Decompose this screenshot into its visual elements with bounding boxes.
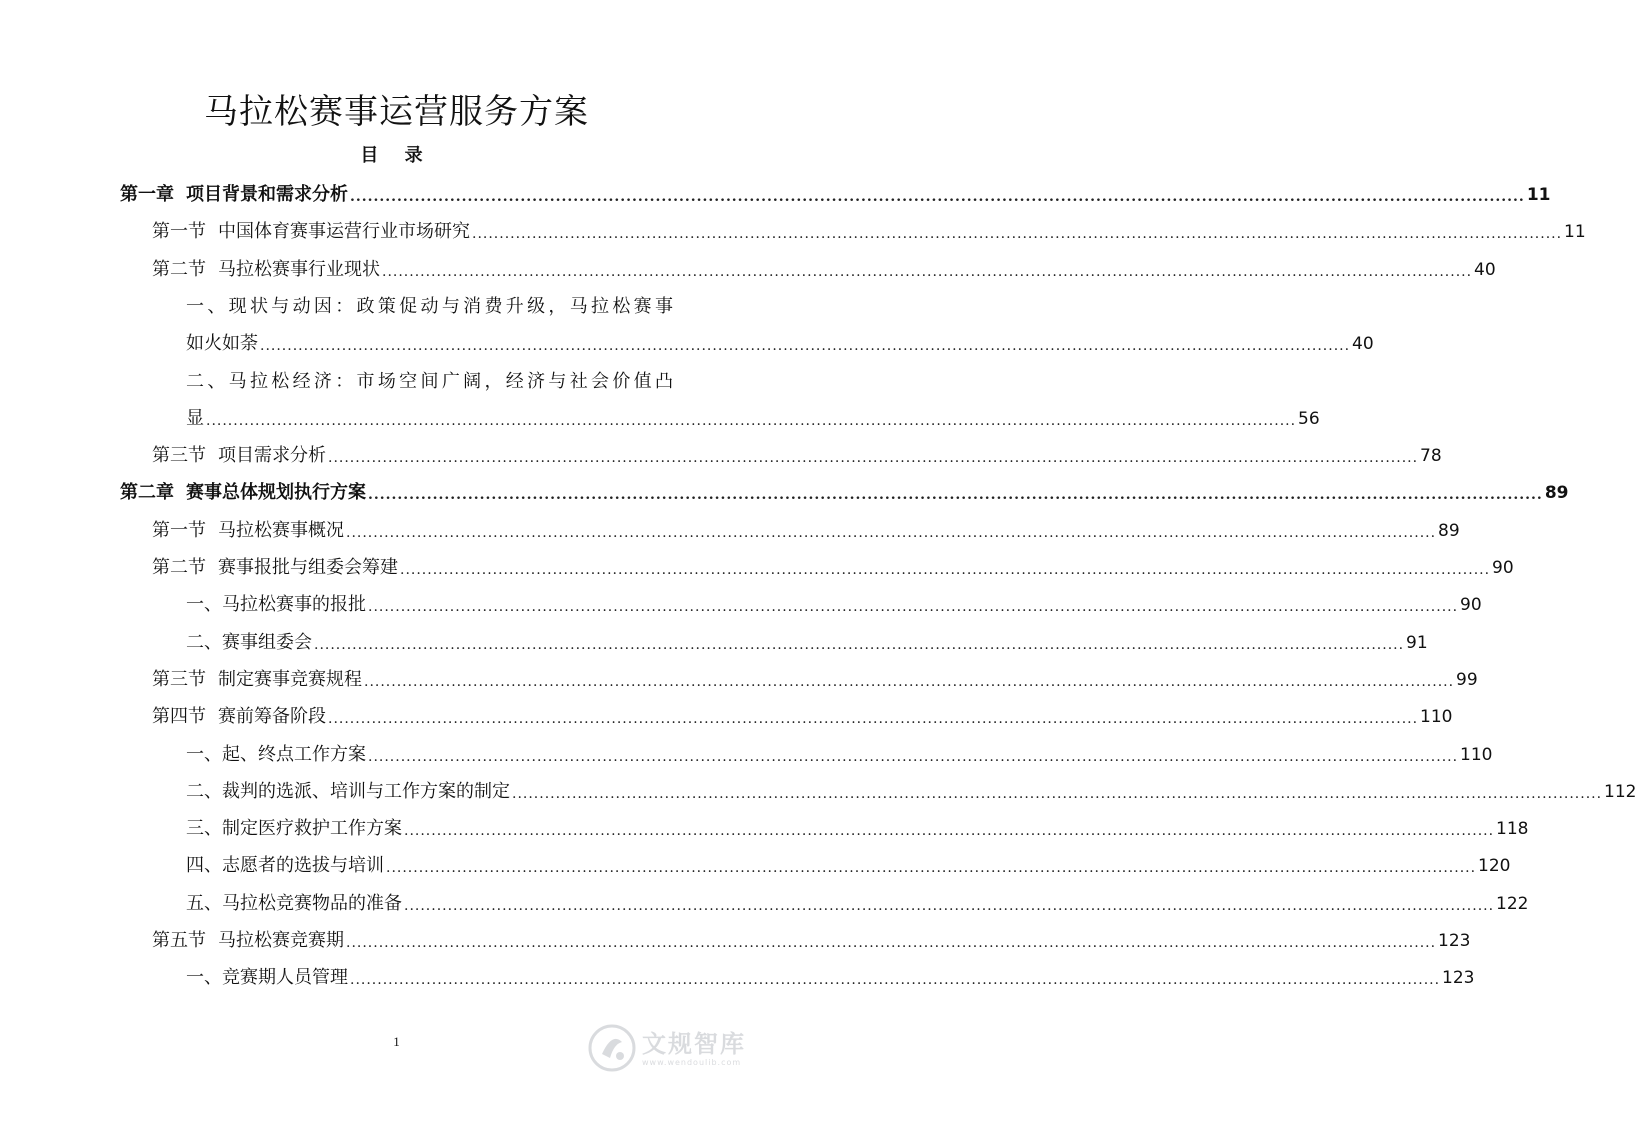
toc-heading: 目 录 (360, 145, 433, 166)
toc-leader-dots: ........................................................................................................................................................................................................ (404, 823, 1495, 840)
toc-entry-title: 五、马拉松竞赛物品的准备 (186, 892, 402, 914)
toc-entry-page: 112 (1604, 781, 1637, 802)
toc-entry-page: 110 (1420, 707, 1453, 728)
toc-entry-title: 马拉松赛事概况 (218, 519, 344, 541)
toc-entry-title: 赛事总体规划执行方案 (186, 482, 366, 504)
toc-entry-item[interactable] (186, 851, 1511, 881)
toc-entry-page: 110 (1460, 744, 1493, 765)
toc-leader-dots: ........................................................................................................................................................................................................ (368, 487, 1543, 504)
watermark-logo-icon (588, 1024, 636, 1072)
toc-entry-title: 三、制定医疗救护工作方案 (186, 818, 402, 840)
toc-entry-title: 赛事报批与组委会筹建 (218, 557, 398, 578)
toc-leader-dots: ........................................................................................................................................................................................................ (382, 263, 1473, 280)
document-title: 马拉松赛事运营服务方案 (204, 92, 589, 132)
toc-leader-dots: ........................................................................................................................................................................................................ (260, 338, 1351, 355)
toc-entry-item[interactable] (186, 740, 1493, 770)
toc-entry-page: 90 (1460, 595, 1482, 616)
toc-entry-item[interactable] (186, 628, 1428, 658)
toc-leader-dots: ........................................................................................................................................................................................................ (350, 972, 1441, 989)
toc-entry-number: 第五节 (152, 930, 206, 951)
watermark (588, 1018, 778, 1078)
toc-entry-page: 11 (1564, 222, 1586, 243)
toc-leader-dots: ........................................................................................................................................................................................................ (404, 897, 1495, 914)
toc-entry-item[interactable] (186, 404, 1320, 434)
toc-entry-page: 89 (1544, 483, 1569, 504)
toc-entry-title: 二、赛事组委会 (186, 631, 312, 653)
toc-entry-item[interactable] (186, 814, 1529, 844)
toc-entry-title: 马拉松赛竞赛期 (218, 930, 344, 951)
toc-leader-dots: ........................................................................................................................................................................................................ (206, 412, 1297, 429)
toc-entry-section[interactable] (152, 702, 1453, 732)
toc-entry-item[interactable] (186, 590, 1482, 620)
toc-entry-page: 99 (1456, 669, 1478, 690)
toc-entry-title: 一、马拉松赛事的报批 (186, 594, 366, 616)
toc-entry-number: 第三节 (152, 445, 206, 467)
toc-leader-dots: ........................................................................................................................................................................................................ (314, 636, 1405, 653)
toc-entry-page: 11 (1526, 185, 1551, 205)
toc-entry-section[interactable] (152, 665, 1478, 695)
toc-entry-page: 78 (1420, 446, 1442, 467)
toc-entry-item[interactable] (186, 889, 1529, 919)
toc-entry-title: 项目需求分析 (218, 445, 326, 467)
toc-entry-number: 第四节 (152, 706, 206, 728)
toc-leader-dots: ........................................................................................................................................................................................................ (364, 673, 1455, 690)
toc-entry-chapter[interactable] (120, 478, 1569, 508)
toc-leader-dots: ........................................................................................................................................................................................................ (368, 748, 1459, 765)
toc-entry-page: 40 (1352, 334, 1374, 355)
page-number: 1 (393, 1034, 400, 1049)
toc-entry-number: 第一节 (152, 519, 206, 541)
toc-entry-title: 二、裁判的选派、培训与工作方案的制定 (186, 780, 510, 802)
toc-leader-dots: ........................................................................................................................................................................................................ (350, 189, 1525, 205)
toc-leader-dots: ........................................................................................................................................................................................................ (346, 524, 1437, 541)
toc-entry-title: 制定赛事竞赛规程 (218, 668, 362, 690)
toc-leader-dots: ........................................................................................................................................................................................................ (512, 785, 1603, 802)
toc-entry-page: 120 (1478, 856, 1511, 877)
toc-entry-number: 第二章 (120, 482, 174, 504)
toc-entry-title: 项目背景和需求分析 (186, 184, 348, 205)
toc-entry-item[interactable] (186, 329, 1374, 359)
toc-entry-section[interactable] (152, 553, 1514, 583)
toc-entry-title: 如火如荼 (186, 333, 258, 355)
toc-entry-page: 123 (1442, 968, 1475, 989)
toc-leader-dots: ........................................................................................................................................................................................................ (386, 860, 1477, 877)
toc-entry-title: 显 (186, 407, 204, 429)
toc-entry-section[interactable] (152, 516, 1460, 546)
toc-entry-item[interactable] (186, 777, 1637, 807)
toc-entry-title: 马拉松赛事行业现状 (218, 258, 380, 280)
toc-leader-dots: ........................................................................................................................................................................................................ (472, 226, 1563, 243)
toc-entry-page: 89 (1438, 520, 1460, 541)
toc-entry-page: 123 (1438, 931, 1471, 951)
toc-leader-dots: ........................................................................................................................................................................................................ (368, 599, 1459, 616)
toc-entry-page: 40 (1474, 259, 1496, 280)
toc-leader-dots: ........................................................................................................................................................................................................ (346, 935, 1437, 951)
toc-entry-number: 第一节 (152, 221, 206, 243)
toc-entry-section[interactable] (152, 255, 1496, 285)
toc-entry-first-line: 一、现状与动因：政策促动与消费升级，马拉松赛事 (186, 295, 673, 317)
toc-entry-number: 第二节 (152, 258, 206, 280)
toc-entry-title: 赛前筹备阶段 (218, 706, 326, 728)
toc-entry-page: 122 (1496, 893, 1529, 914)
toc-entry-number: 第二节 (152, 557, 206, 578)
toc-leader-dots: ........................................................................................................................................................................................................ (328, 450, 1419, 467)
toc-entry-item[interactable] (186, 963, 1475, 993)
watermark-url: www.wendoulib.com (642, 1057, 742, 1067)
watermark-name: 文规智库 (642, 1029, 746, 1058)
toc-entry-page: 118 (1496, 819, 1529, 840)
toc-entry-first-line: 二、马拉松经济：市场空间广阔，经济与社会价值凸 (186, 370, 673, 392)
toc-entry-number: 第三节 (152, 668, 206, 690)
toc-entry-section[interactable] (152, 441, 1442, 471)
toc-leader-dots: ........................................................................................................................................................................................................ (400, 562, 1491, 578)
toc-entry-chapter[interactable] (120, 180, 1551, 210)
toc-entry-number: 第一章 (120, 184, 174, 205)
toc-leader-dots: ........................................................................................................................................................................................................ (328, 711, 1419, 728)
toc-entry-section[interactable] (152, 926, 1471, 956)
toc-entry-page: 91 (1406, 632, 1428, 653)
toc-entry-title: 一、竞赛期人员管理 (186, 967, 348, 989)
toc-entry-title: 中国体育赛事运营行业市场研究 (218, 221, 470, 243)
toc-entry-page: 56 (1298, 408, 1320, 429)
toc-entry-section[interactable] (152, 217, 1586, 247)
toc-entry-title: 四、志愿者的选拔与培训 (186, 855, 384, 877)
toc-entry-page: 90 (1492, 558, 1514, 578)
toc-entry-title: 一、起、终点工作方案 (186, 743, 366, 765)
